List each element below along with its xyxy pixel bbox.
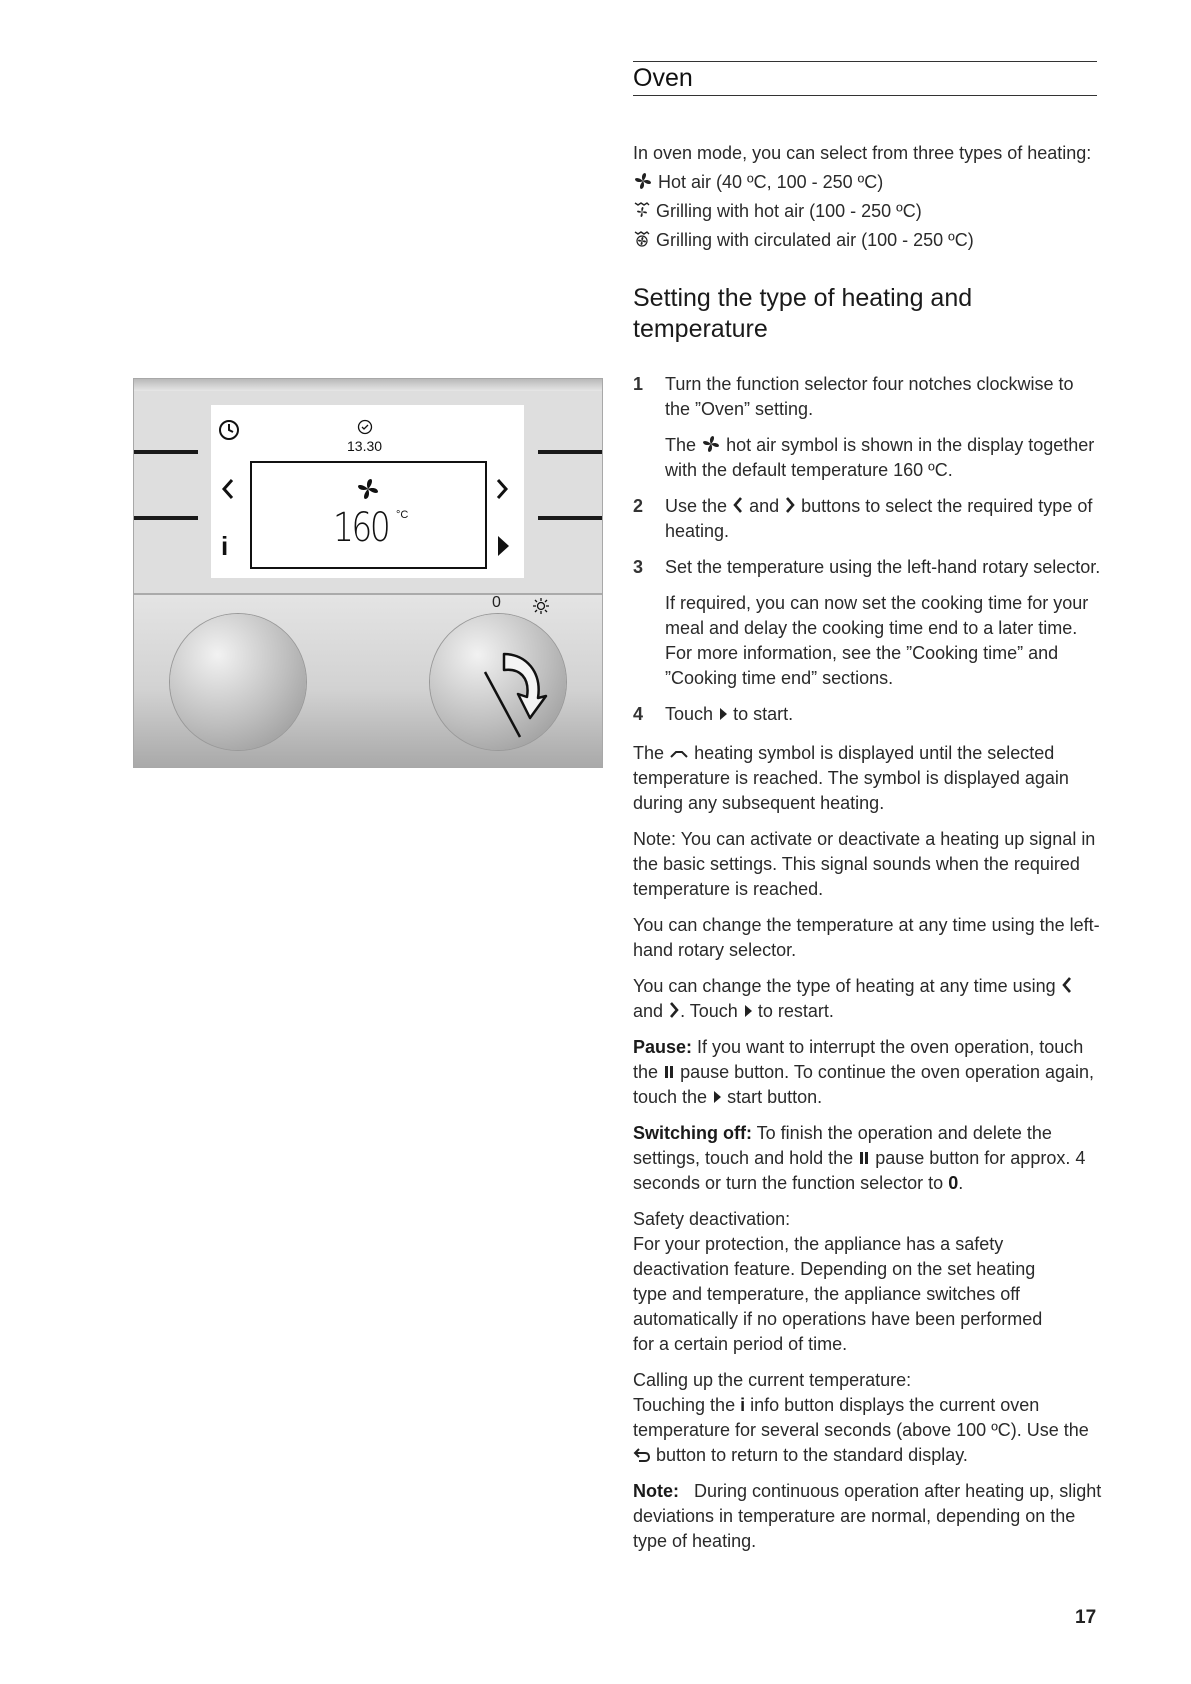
display-clock-time: 13.30	[347, 438, 383, 454]
display-temperature-unit: °C	[396, 509, 409, 521]
chevron-right-icon[interactable]	[495, 478, 509, 500]
temperature-rotary-selector[interactable]	[170, 614, 306, 750]
paragraph-text: info button displays the current oven temperature for several seconds (above 100 ºC). Use the	[633, 1395, 1089, 1440]
intro-lead: In oven mode, you can select from three types of heating:	[633, 143, 1092, 163]
switching-off-paragraph	[633, 1121, 1103, 1196]
chevron-left-icon[interactable]	[221, 478, 235, 500]
panel-line-right-lower	[538, 516, 602, 520]
step-text: Use the	[665, 496, 728, 516]
paragraph-text: Touching the	[633, 1395, 736, 1415]
step-text: Turn the function selector four notches clockwise to the ”Oven” setting.	[665, 374, 1074, 419]
paragraph-text: . Touch	[680, 1001, 738, 1021]
panel-top-strip	[134, 379, 602, 391]
heating-type-item	[633, 199, 1103, 228]
paragraph-text: During continuous operation after heating up, slight deviations in temperature are normal, depending on the type of heating.	[633, 1481, 1102, 1551]
panel-line-left-upper	[134, 450, 198, 454]
pause-label: Pause:	[633, 1037, 693, 1057]
play-icon	[712, 1089, 722, 1105]
heating-type-label: Hot air (40 ºC, 100 - 250 ºC)	[658, 172, 884, 192]
step-note-text: The	[665, 435, 697, 455]
step-1	[633, 372, 1103, 483]
chevron-left-icon	[1061, 976, 1073, 994]
note-signal-paragraph: Note: You can activate or deactivate a heating up signal in the basic settings. This signal sounds when the required temperature is reached.	[633, 829, 1096, 899]
chevron-right-icon	[784, 496, 796, 514]
heating-type-label: Grilling with circulated air (100 - 250 ºC)	[656, 230, 974, 250]
oven-light-icon	[532, 597, 550, 615]
panel-line-left-lower	[134, 516, 198, 520]
step-text: Set the temperature using the left-hand rotary selector.	[665, 557, 1101, 577]
chevron-left-icon	[732, 496, 744, 514]
step-3	[633, 555, 1103, 691]
back-icon	[633, 1447, 651, 1463]
step-note	[665, 433, 1103, 483]
step-note: If required, you can now set the cooking time for your meal and delay the cooking time end to a later time. For more information, see the ”Cooking time” and ”Cooking time end” sections.	[665, 593, 1089, 688]
step-number: 4	[633, 704, 644, 724]
paragraph-text: .	[958, 1173, 964, 1193]
section-title: Oven	[633, 64, 693, 92]
setting-section	[633, 283, 1103, 345]
header-rule-bottom	[633, 95, 1097, 96]
change-temperature-paragraph: You can change the temperature at any time using the left-hand rotary selector.	[633, 915, 1100, 960]
display-main-window	[250, 461, 487, 569]
step-text: and	[749, 496, 780, 516]
step-text: to start.	[733, 704, 794, 724]
play-icon	[743, 1003, 753, 1019]
info-glyph: i	[740, 1395, 746, 1415]
paragraph-text: pause button for approx. 4 seconds or turn the function selector to	[633, 1148, 1086, 1193]
page-number: 17	[1075, 1607, 1097, 1628]
switching-off-label: Switching off:	[633, 1123, 752, 1143]
paragraph-text: heating symbol is displayed until the selected temperature is reached. The symbol is displayed again during any subsequent heating.	[633, 743, 1069, 813]
paragraph-text: The	[633, 743, 665, 763]
step-2	[633, 494, 1103, 544]
grill-circulated-air-icon	[633, 230, 651, 248]
fan-icon	[701, 435, 721, 453]
note-label: Note:	[633, 1481, 679, 1501]
calling-title: Calling up the current temperature:	[633, 1370, 912, 1390]
step-number: 1	[633, 374, 644, 394]
paragraph-text: button to return to the standard display.	[656, 1445, 968, 1465]
paragraph-text: and	[633, 1001, 664, 1021]
play-icon	[718, 706, 728, 722]
note-paragraph	[633, 1479, 1103, 1554]
fan-icon	[356, 477, 380, 501]
paragraph-text: to restart.	[757, 1001, 834, 1021]
grill-hot-air-icon	[633, 201, 651, 219]
selector-zero-mark: 0	[492, 594, 501, 611]
safety-title: Safety deactivation:	[633, 1209, 791, 1229]
intro-block	[633, 141, 1103, 257]
pause-icon	[858, 1150, 870, 1166]
paragraph-text: You can change the type of heating at any time using	[633, 976, 1056, 996]
step-text: Touch	[665, 704, 714, 724]
header-rule-top	[633, 61, 1097, 62]
section-heading: Setting the type of heating and temperature	[633, 284, 973, 343]
step-number: 3	[633, 557, 644, 577]
start-icon[interactable]	[496, 535, 510, 557]
paragraph-text: pause button. To continue the oven operation again, touch the	[633, 1062, 1095, 1107]
heating-type-label: Grilling with hot air (100 - 250 ºC)	[656, 201, 922, 221]
heating-type-item	[633, 170, 1103, 199]
step-note-text: hot air symbol is shown in the display together with the default temperature 160 ºC.	[665, 435, 1095, 480]
display	[211, 405, 524, 578]
timer-icon	[357, 419, 373, 435]
selector-zero-label: 0	[948, 1173, 959, 1193]
paragraph-text: If you want to interrupt the oven operation, touch the	[633, 1037, 1084, 1082]
clock-icon	[218, 419, 240, 441]
step-4	[633, 702, 1103, 727]
panel-line-right-upper	[538, 450, 602, 454]
paragraph-text: To finish the operation and delete the settings, touch and hold the	[633, 1123, 1052, 1168]
fan-icon	[633, 172, 653, 190]
control-panel-illustration	[133, 378, 603, 768]
step-text: buttons to select the required type of heating.	[665, 496, 1093, 541]
change-type-paragraph	[633, 974, 1103, 1024]
heating-symbol-paragraph	[633, 741, 1103, 816]
display-temperature: 160	[333, 505, 389, 551]
info-button[interactable]: i	[221, 531, 229, 561]
calling-body	[633, 1393, 1103, 1468]
main-text	[633, 372, 1103, 1565]
pause-icon	[663, 1064, 675, 1080]
heating-type-item	[633, 228, 1103, 257]
pause-paragraph	[633, 1035, 1103, 1110]
paragraph-text: start button.	[727, 1087, 823, 1107]
safety-body: For your protection, the appliance has a safety deactivation feature. Depending on the set heating type and temperature, the appliance switches off automatically if no operations have been performed for a certain period of time.	[633, 1234, 1043, 1354]
chevron-right-icon	[668, 1001, 680, 1019]
step-number: 2	[633, 496, 644, 516]
heating-up-icon	[669, 749, 689, 761]
knob-turn-arrow-icon	[430, 614, 566, 750]
